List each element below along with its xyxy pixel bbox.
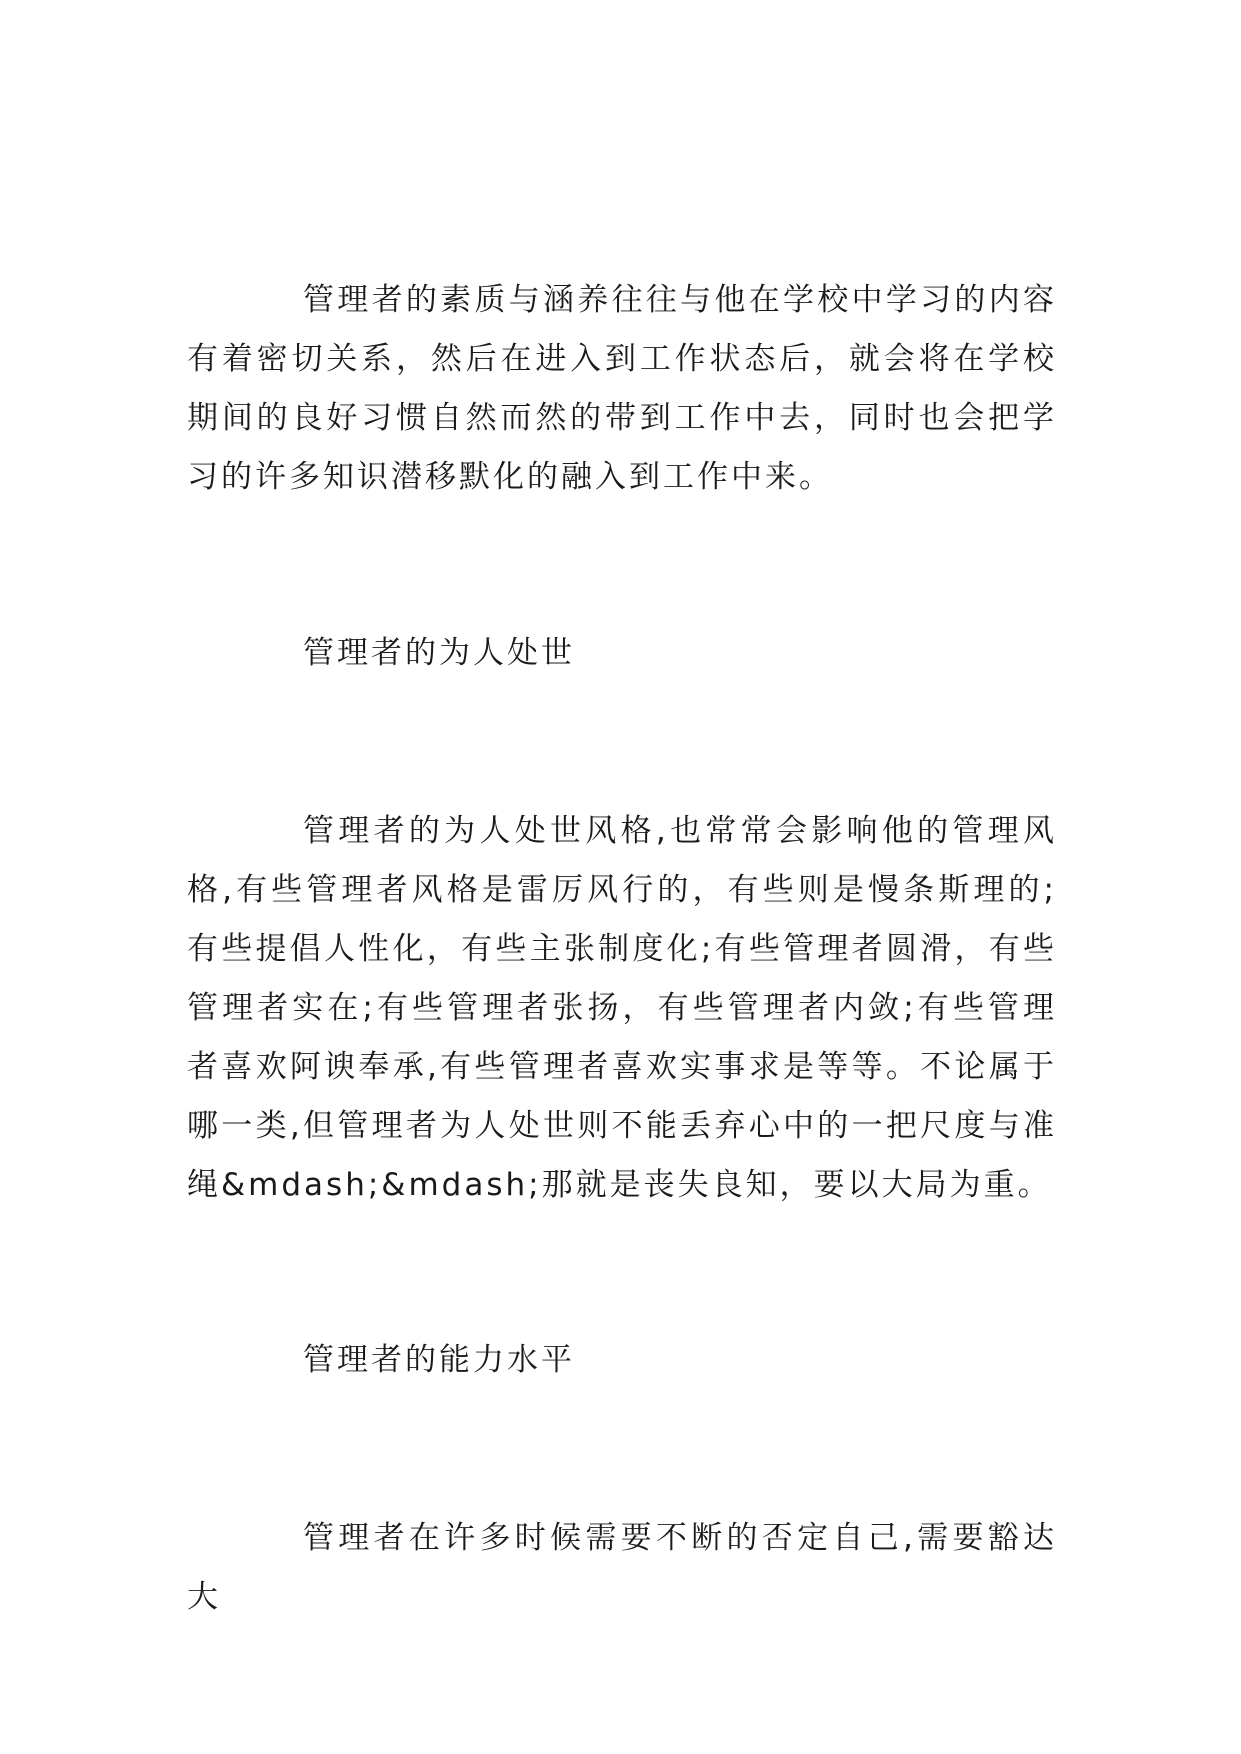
paragraph-1: 管理者的素质与涵养往往与他在学校中学习的内容有着密切关系，然后在进入到工作状态后，就会将在学校期间的良好习惯自然而然的带到工作中去，同时也会把学习的许多知识潜移默化的融入到工作中来。	[187, 282, 1057, 495]
paragraph-2: 管理者的为人处世风格,也常常会影响他的管理风格,有些管理者风格是雷厉风行的，有些则是慢条斯理的;有些提倡人性化，有些主张制度化;有些管理者圆滑，有些管理者实在;有些管理者张扬，有些管理者内敛;有些管理者喜欢阿谀奉承,有些管理者喜欢实事求是等等。不论属于哪一类,但管理者为人处世则不能丢弃心中的一把尺度与准绳&mdash;&mdash;那就是丧失良知，要以大局为重。	[187, 813, 1057, 1203]
section-heading-1: 管理者的为人处世	[303, 635, 575, 671]
section-heading-2: 管理者的能力水平	[303, 1342, 575, 1378]
paragraph-3: 管理者在许多时候需要不断的否定自己,需要豁达大	[187, 1520, 1057, 1615]
